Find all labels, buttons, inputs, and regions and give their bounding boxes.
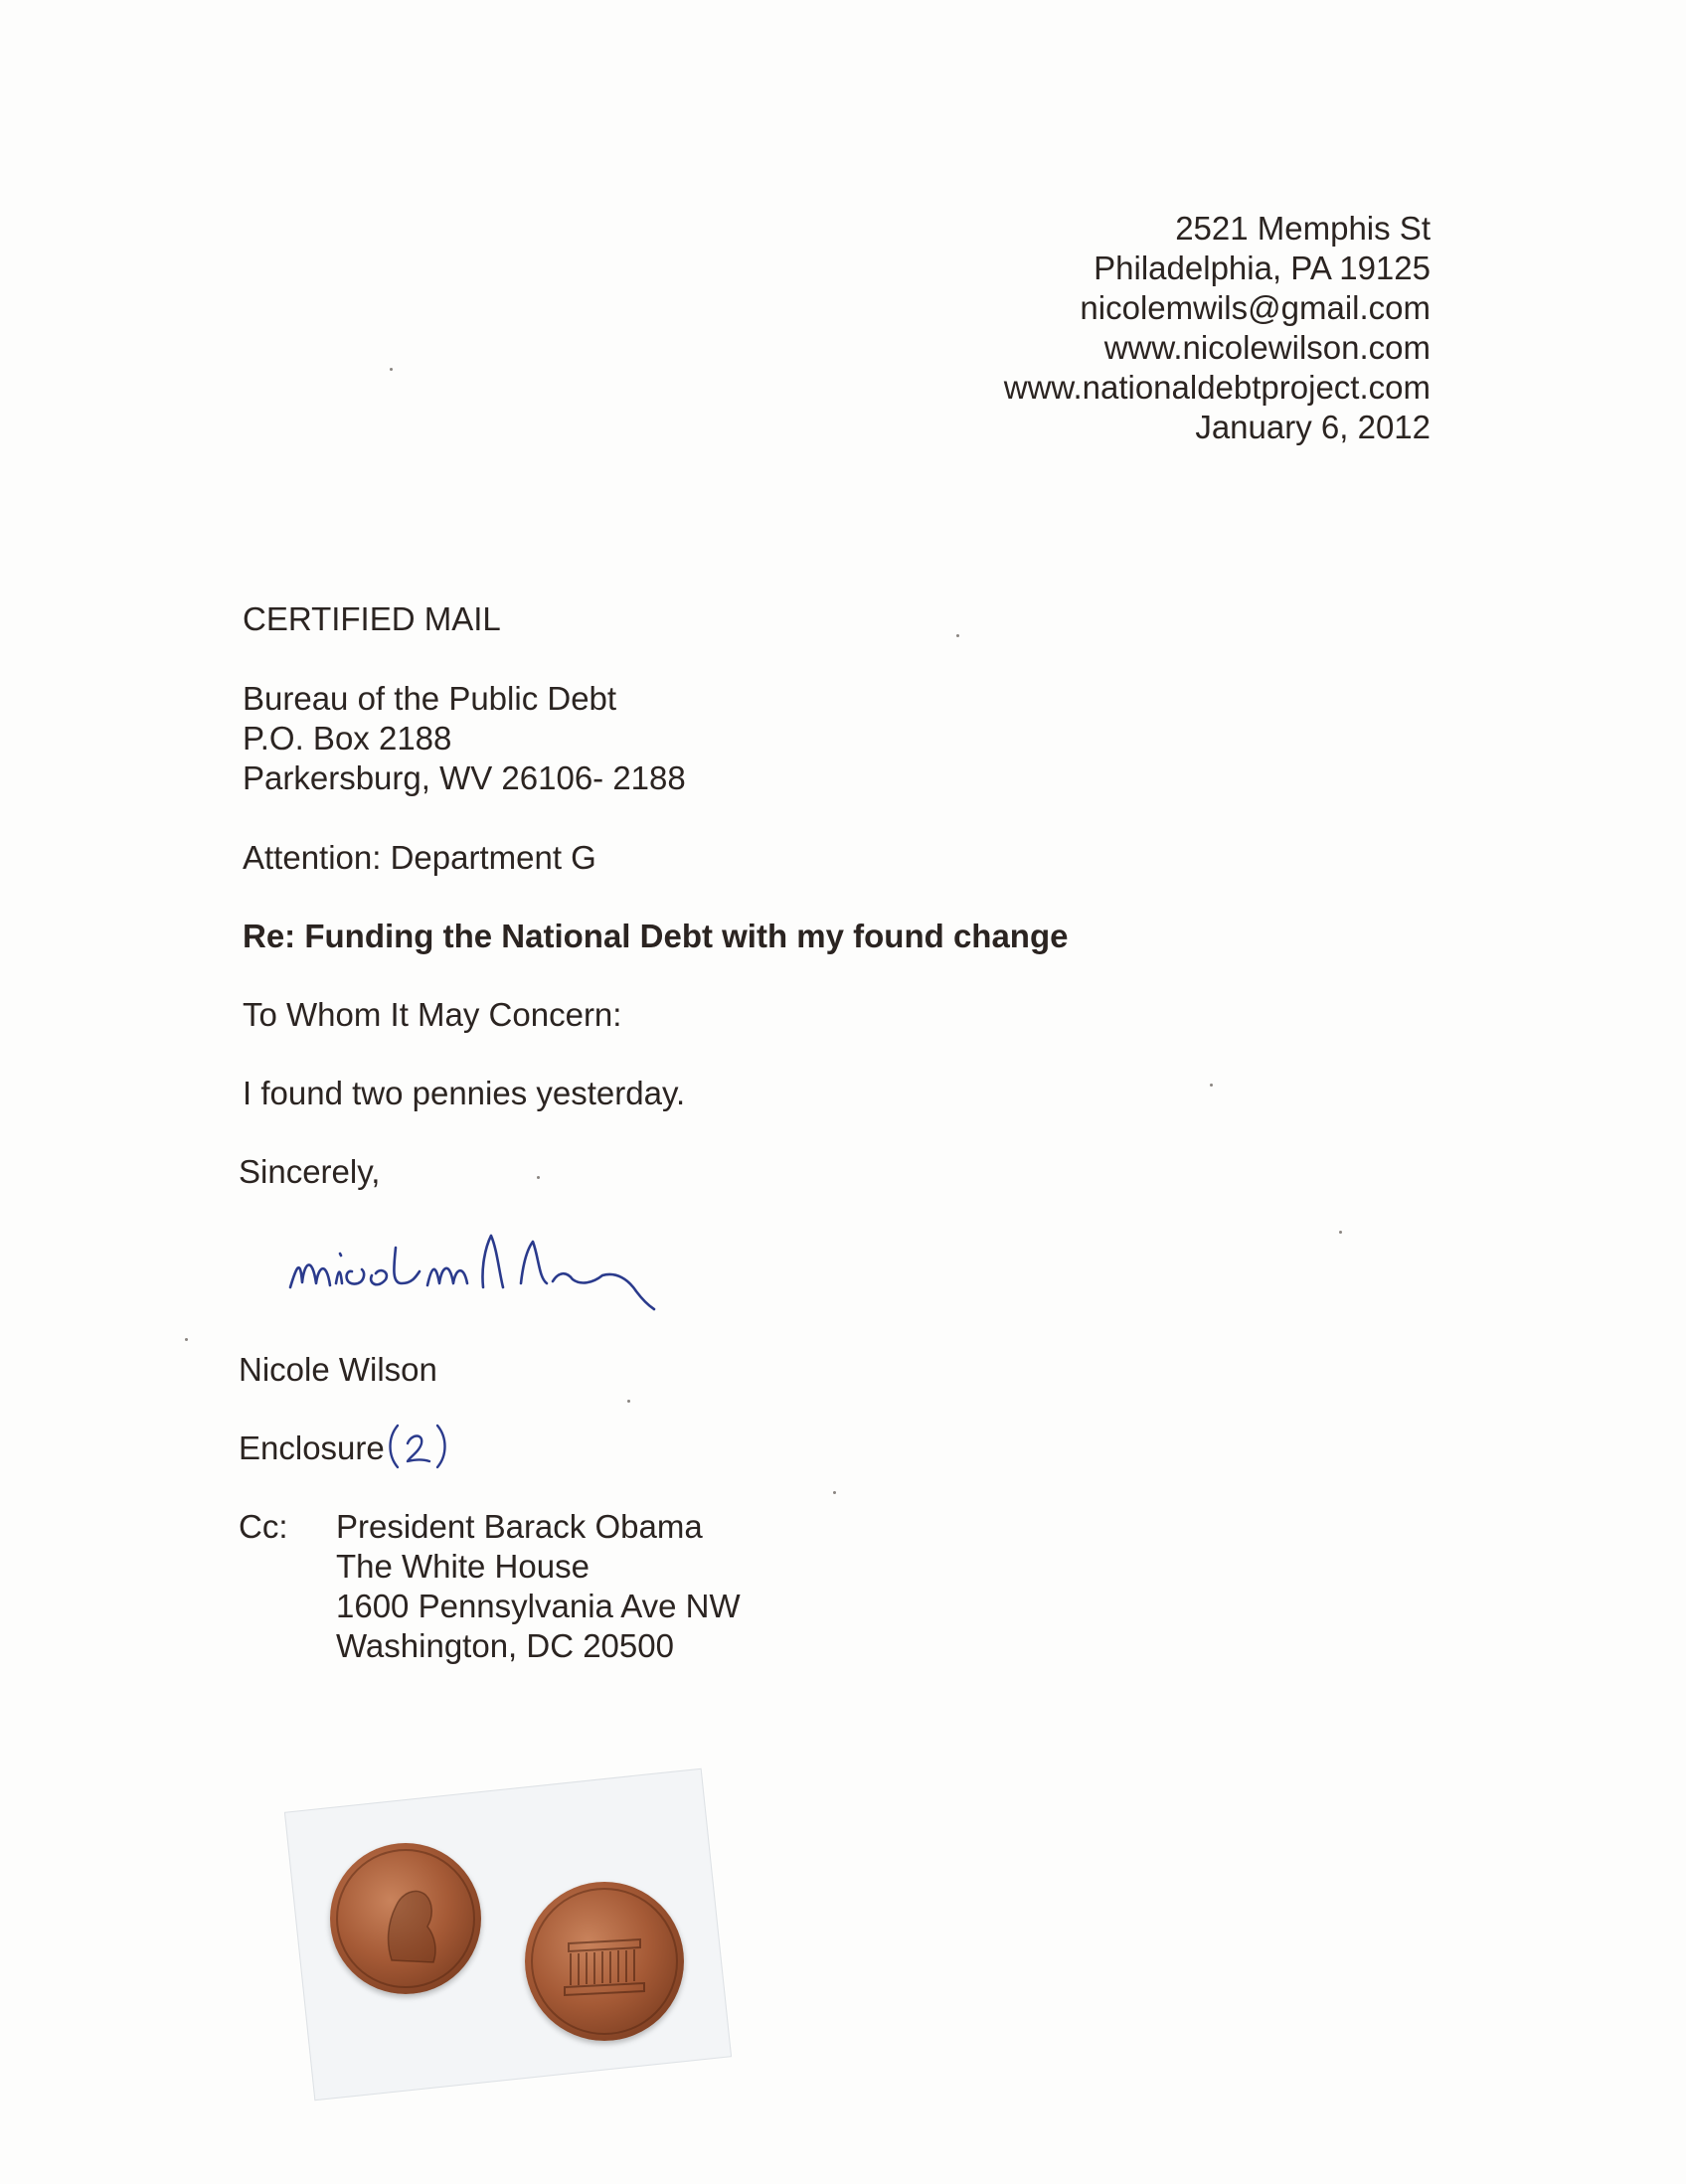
paper-speck xyxy=(185,1338,188,1341)
paper-speck xyxy=(537,1176,540,1179)
paper-speck xyxy=(1210,1084,1213,1087)
paper-speck xyxy=(956,634,959,637)
sender-project-website: www.nationaldebtproject.com xyxy=(1003,369,1431,406)
lincoln-portrait-icon xyxy=(330,1843,481,1994)
paper-speck xyxy=(833,1491,836,1494)
handwritten-signature xyxy=(278,1188,775,1317)
sender-email: nicolemwils@gmail.com xyxy=(1080,289,1431,326)
subject-line: Re: Funding the National Debt with my found change xyxy=(243,918,1069,954)
attention-line: Attention: Department G xyxy=(243,839,596,876)
sender-street: 2521 Memphis St xyxy=(1175,210,1431,247)
delivery-note: CERTIFIED MAIL xyxy=(243,600,501,637)
cc-label: Cc: xyxy=(239,1508,288,1545)
lincoln-memorial-icon xyxy=(525,1882,684,2041)
cc-line: 1600 Pennsylvania Ave NW xyxy=(336,1588,741,1624)
cc-line: Washington, DC 20500 xyxy=(336,1627,674,1664)
sender-website: www.nicolewilson.com xyxy=(1103,329,1431,366)
recipient-address xyxy=(243,679,686,798)
signer-name: Nicole Wilson xyxy=(239,1351,437,1388)
recipient-city: Parkersburg, WV 26106- 2188 xyxy=(243,759,686,796)
sender-address xyxy=(1004,209,1431,447)
recipient-name: Bureau of the Public Debt xyxy=(243,680,617,717)
recipient-po-box: P.O. Box 2188 xyxy=(243,720,452,756)
letter-body: I found two pennies yesterday. xyxy=(243,1075,686,1111)
letter-date: January 6, 2012 xyxy=(1195,409,1431,445)
paper-speck xyxy=(627,1400,630,1403)
sender-city: Philadelphia, PA 19125 xyxy=(1094,250,1431,286)
cc-address xyxy=(336,1507,741,1666)
penny-tails xyxy=(525,1882,684,2041)
enclosure-label: Enclosure xyxy=(239,1429,385,1466)
paper-speck xyxy=(1339,1231,1342,1234)
enclosure-line xyxy=(239,1428,385,1468)
handwritten-enclosure-count xyxy=(386,1420,455,1473)
cc-line: President Barack Obama xyxy=(336,1508,703,1545)
penny-heads xyxy=(330,1843,481,1994)
closing: Sincerely, xyxy=(239,1153,381,1190)
paper-speck xyxy=(390,368,393,371)
salutation: To Whom It May Concern: xyxy=(243,996,622,1033)
cc-line: The White House xyxy=(336,1548,590,1585)
